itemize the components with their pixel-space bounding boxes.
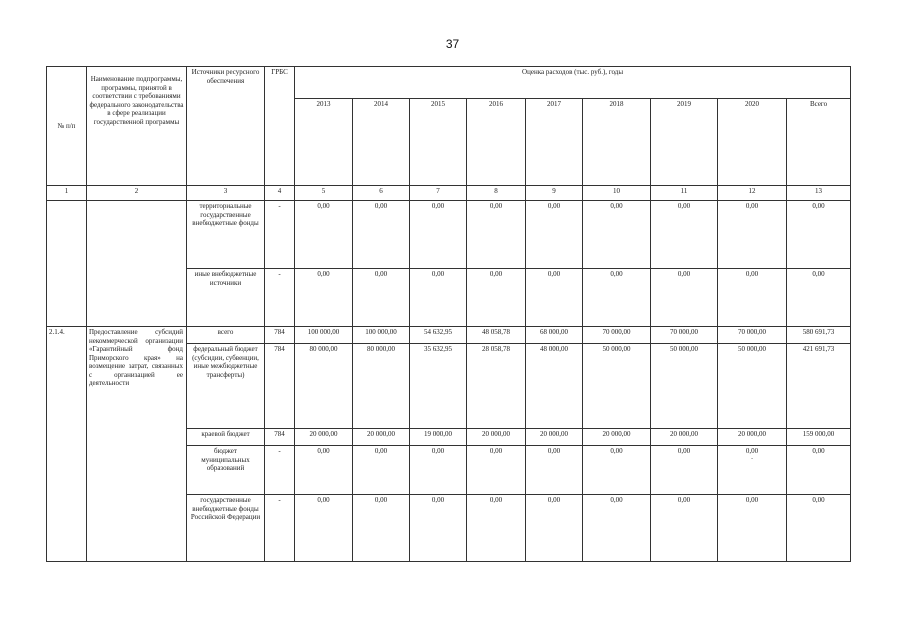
header-year: 2019 bbox=[651, 99, 718, 186]
row-value: 20 000,00 bbox=[295, 429, 353, 446]
row-grbs: - bbox=[265, 446, 295, 495]
row-value-total: 580 691,73 bbox=[787, 327, 851, 344]
row-value: 35 632,95 bbox=[410, 344, 467, 429]
header-col-estimate: Оценка расходов (тыс. руб.), годы bbox=[295, 67, 851, 99]
row-name-cell bbox=[87, 201, 187, 327]
column-number: 4 bbox=[265, 186, 295, 201]
column-number: 7 bbox=[410, 186, 467, 201]
header-year: 2016 bbox=[467, 99, 526, 186]
row-source: иные внебюджетные источники bbox=[187, 269, 265, 327]
row-value bbox=[718, 446, 787, 495]
header-year-total: Всего bbox=[787, 99, 851, 186]
stray-mark: · bbox=[750, 454, 754, 463]
row-grbs: - bbox=[265, 201, 295, 269]
row-value: 0,00 bbox=[651, 495, 718, 562]
table-row bbox=[47, 201, 851, 269]
row-grbs: 784 bbox=[265, 344, 295, 429]
header-col-grbs: ГРБС bbox=[265, 67, 295, 186]
row-value: 20 000,00 bbox=[651, 429, 718, 446]
row-value: 20 000,00 bbox=[583, 429, 651, 446]
row-value-total: 0,00 bbox=[787, 201, 851, 269]
row-value: 0,00 bbox=[353, 269, 410, 327]
row-value: 70 000,00 bbox=[583, 327, 651, 344]
row-value: 0,00 bbox=[295, 269, 353, 327]
row-value: 0,00 bbox=[410, 495, 467, 562]
row-value-total: 421 691,73 bbox=[787, 344, 851, 429]
row-value-total: 159 000,00 bbox=[787, 429, 851, 446]
row-value: 70 000,00 bbox=[718, 327, 787, 344]
header-year: 2013 bbox=[295, 99, 353, 186]
row-value: 54 632,95 bbox=[410, 327, 467, 344]
header-year: 2015 bbox=[410, 99, 467, 186]
row-num-cell bbox=[47, 201, 87, 327]
header-year: 2018 bbox=[583, 99, 651, 186]
row-value: 0,00 bbox=[295, 446, 353, 495]
column-number: 5 bbox=[295, 186, 353, 201]
row-value: 0,00 bbox=[467, 269, 526, 327]
header-year: 2020 bbox=[718, 99, 787, 186]
row-value: 0,00 bbox=[526, 446, 583, 495]
row-value: 0,00 bbox=[583, 446, 651, 495]
row-source: всего bbox=[187, 327, 265, 344]
column-number: 11 bbox=[651, 186, 718, 201]
header-col-source: Источники ресурсного обеспечения bbox=[187, 67, 265, 186]
row-value: 0,00 bbox=[583, 495, 651, 562]
row-source: федеральный бюджет (субсидии, субвенции, иные межбюджетные трансферты) bbox=[187, 344, 265, 429]
row-value: 19 000,00 bbox=[410, 429, 467, 446]
row-value: 50 000,00 bbox=[651, 344, 718, 429]
page-number: 37 bbox=[445, 37, 460, 51]
row-value: 0,00 bbox=[410, 446, 467, 495]
header-col-name: Наименование подпрограммы, программы, принятой в соответствии с требованиями федерального законодательства в сфере реализации государственной программы bbox=[87, 67, 187, 186]
section-name: Предоставление субсидий некоммерческой организации «Гарантийный фонд Приморского края» на возмещение затрат, связанных с организацией ее деятельности bbox=[87, 327, 187, 562]
row-value: 0,00 bbox=[651, 201, 718, 269]
row-value: 100 000,00 bbox=[353, 327, 410, 344]
row-value: 20 000,00 bbox=[718, 429, 787, 446]
header-year: 2017 bbox=[526, 99, 583, 186]
row-value: 0,00 bbox=[410, 201, 467, 269]
column-number: 2 bbox=[87, 186, 187, 201]
row-value: 48 000,00 bbox=[526, 344, 583, 429]
column-number: 3 bbox=[187, 186, 265, 201]
row-value-total: 0,00 bbox=[787, 446, 851, 495]
row-value: 0,00 bbox=[583, 201, 651, 269]
row-value: 0,00 bbox=[295, 201, 353, 269]
row-grbs: 784 bbox=[265, 429, 295, 446]
row-value: 0,00 bbox=[651, 446, 718, 495]
row-value: 0,00 bbox=[467, 446, 526, 495]
row-value: 50 000,00 bbox=[583, 344, 651, 429]
row-value: 0,00 bbox=[295, 495, 353, 562]
row-value: 0,00 bbox=[353, 495, 410, 562]
table-row bbox=[47, 327, 851, 344]
row-value: 50 000,00 bbox=[718, 344, 787, 429]
header-year: 2014 bbox=[353, 99, 410, 186]
row-grbs: - bbox=[265, 269, 295, 327]
section-number: 2.1.4. bbox=[47, 327, 87, 562]
row-value: 20 000,00 bbox=[467, 429, 526, 446]
row-value: 20 000,00 bbox=[353, 429, 410, 446]
row-value: 0,00 bbox=[718, 201, 787, 269]
row-value: 68 000,00 bbox=[526, 327, 583, 344]
row-value: 0,00 bbox=[718, 495, 787, 562]
column-number: 6 bbox=[353, 186, 410, 201]
column-numbers-row bbox=[47, 186, 851, 201]
row-value: 20 000,00 bbox=[526, 429, 583, 446]
row-grbs: - bbox=[265, 495, 295, 562]
row-source: бюджет муниципальных образований bbox=[187, 446, 265, 495]
row-value: 0,00 bbox=[353, 201, 410, 269]
row-value: 48 058,78 bbox=[467, 327, 526, 344]
row-value: 80 000,00 bbox=[353, 344, 410, 429]
row-value: 0,00 bbox=[467, 201, 526, 269]
column-number: 8 bbox=[467, 186, 526, 201]
column-number: 1 bbox=[47, 186, 87, 201]
row-source: государственные внебюджетные фонды Российской Федерации bbox=[187, 495, 265, 562]
row-source: краевой бюджет bbox=[187, 429, 265, 446]
row-value: 100 000,00 bbox=[295, 327, 353, 344]
row-value: 0,00 bbox=[526, 269, 583, 327]
column-number: 12 bbox=[718, 186, 787, 201]
row-value-total: 0,00 bbox=[787, 495, 851, 562]
row-value: 0,00 bbox=[651, 269, 718, 327]
row-value-text: 0,00 bbox=[745, 447, 759, 455]
row-value: 80 000,00 bbox=[295, 344, 353, 429]
expenses-table bbox=[46, 66, 851, 562]
header-row bbox=[47, 67, 851, 99]
header-col-num: № п/п bbox=[47, 67, 87, 186]
row-value: 28 058,78 bbox=[467, 344, 526, 429]
column-number: 13 bbox=[787, 186, 851, 201]
row-value: 0,00 bbox=[718, 269, 787, 327]
row-value: 0,00 bbox=[583, 269, 651, 327]
column-number: 9 bbox=[526, 186, 583, 201]
row-value: 70 000,00 bbox=[651, 327, 718, 344]
row-value-total: 0,00 bbox=[787, 269, 851, 327]
column-number: 10 bbox=[583, 186, 651, 201]
row-source: территориальные государственные внебюджетные фонды bbox=[187, 201, 265, 269]
row-value: 0,00 bbox=[410, 269, 467, 327]
row-grbs: 784 bbox=[265, 327, 295, 344]
row-value: 0,00 bbox=[467, 495, 526, 562]
row-value: 0,00 bbox=[526, 201, 583, 269]
row-value: 0,00 bbox=[526, 495, 583, 562]
row-value: 0,00 bbox=[353, 446, 410, 495]
